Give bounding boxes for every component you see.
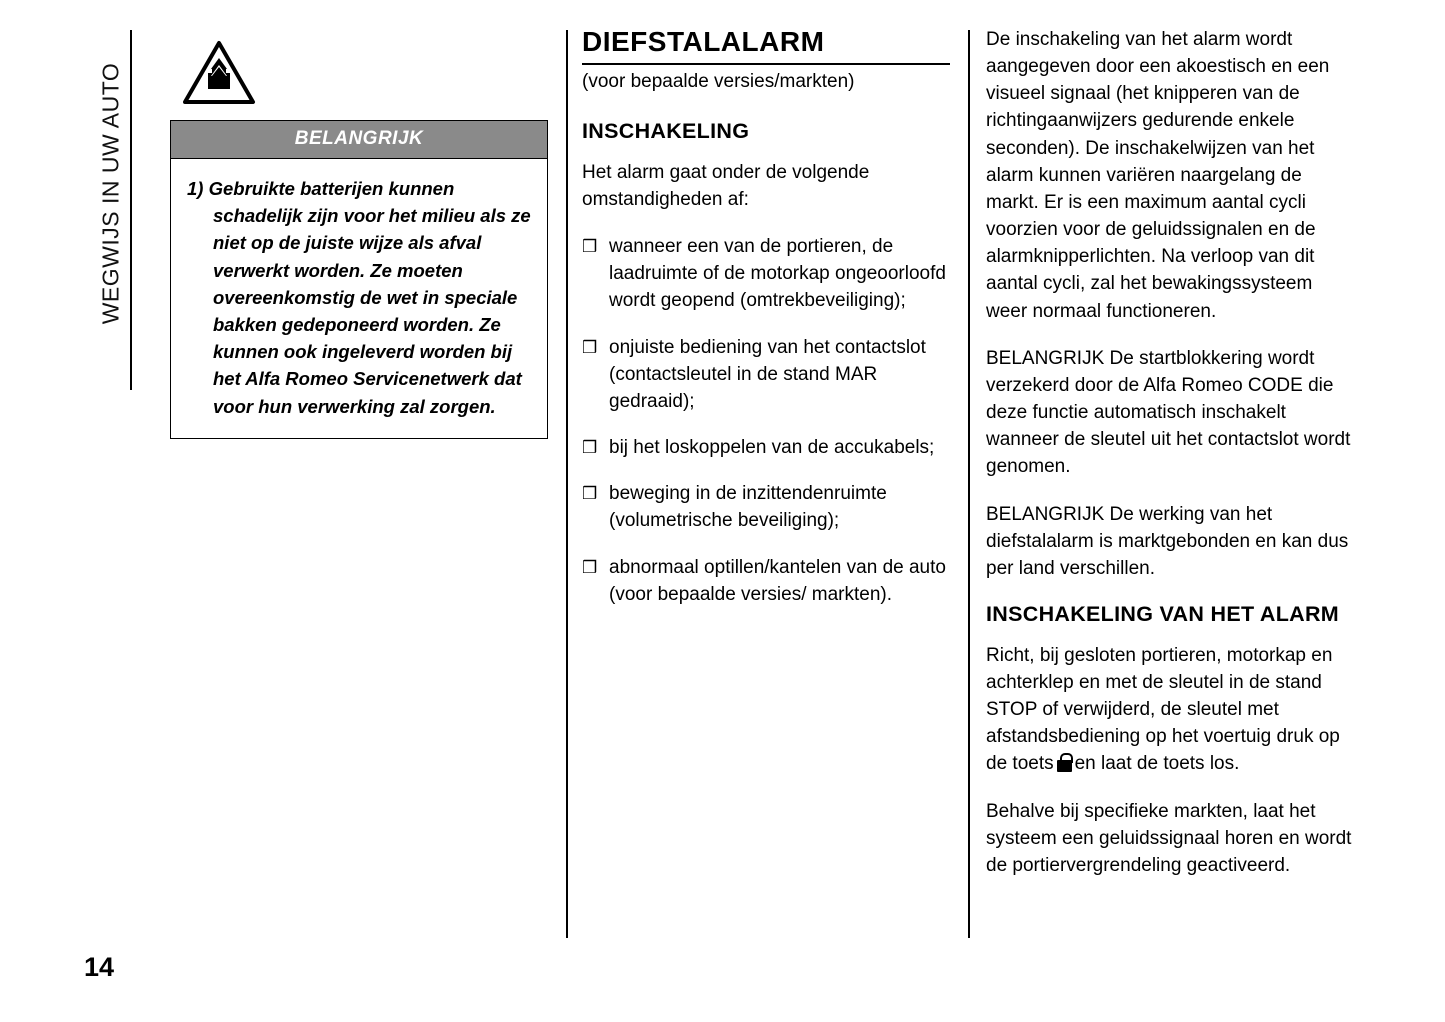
column-divider-2 <box>968 30 970 938</box>
page-number: 14 <box>84 952 115 982</box>
page-subtitle: (voor bepaalde versies/markten) <box>582 71 855 92</box>
paragraph-market-specific: Behalve bij specifieke markten, laat het systeem een geluidssignaal horen en wordt de portiervergrendeling geactiveerd. <box>986 800 1352 876</box>
warning-column <box>170 40 548 439</box>
paragraph-remote-instructions <box>986 642 1358 778</box>
list-item <box>582 434 950 461</box>
warning-box-body <box>170 158 548 439</box>
paragraph-important-market: BELANGRIJK De werking van het diefstalalarm is marktgebonden en kan dus per land verschillen. <box>986 503 1349 579</box>
paragraph-alarm-activation-signal: De inschakeling van het alarm wordt aangegeven door een akoestisch en een visueel signaal (het knipperen van de richtingaanwijzers gedurende enkele seconden). De inschakelwijzen van het alarm kunnen variëren naargelang de markt. Er is een maximum aantal cycli voorzien voor de geluidssignalen en de alarmknipperlichten. Na verloop van dit aantal cycli, zal het bewakingssysteem weer normaal functioneren. <box>986 29 1330 322</box>
bullet-marker-icon: ❒ <box>582 438 598 458</box>
list-item <box>582 554 950 608</box>
bullet-marker-icon: ❒ <box>582 237 598 257</box>
warning-triangle-battery-icon <box>182 40 256 106</box>
chapter-tab-rule <box>130 30 132 390</box>
paragraph-remote-instructions-after: en laat de toets los. <box>1074 753 1240 775</box>
bullet-marker-icon: ❒ <box>582 337 598 357</box>
section-heading-inschakeling-alarm: INSCHAKELING VAN HET ALARM <box>986 601 1339 626</box>
list-item <box>582 334 950 415</box>
paragraph-important-code: BELANGRIJK De startblokkering wordt verzekerd door de Alfa Romeo CODE die deze functie automatisch inschakelt wanneer de sleutel uit het contactslot wordt genomen. <box>986 347 1351 478</box>
chapter-tab-label: WEGWIJS IN UW AUTO <box>97 62 124 325</box>
column-divider-1 <box>566 30 568 938</box>
intro-paragraph: Het alarm gaat onder de volgende omstandigheden af: <box>582 161 870 210</box>
alarm-conditions-list <box>582 233 950 608</box>
warning-box-text: 1) Gebruikte batterijen kunnen schadelijk zijn voor het milieu als ze niet op de juiste wijze als afval verwerkt worden. Ze moeten overeenkomstig de wet in speciale bakken gedeponeerd worden. Ze kunnen ook ingeleverd worden bij het Alfa Romeo Servicenetwerk dat voor hun verwerking zal zorgen. <box>187 178 531 417</box>
paragraph-remote-instructions-before: Richt, bij gesloten portieren, motorkap en achterklep en met de sleutel in de stand STOP of verwijderd, de sleutel met afstandsbediening op het voertuig druk op de toets <box>986 644 1340 775</box>
bullet-marker-icon: ❒ <box>582 557 598 577</box>
content-column-2 <box>582 26 950 627</box>
page-title: DIEFSTALALARM <box>582 26 950 65</box>
chapter-tab <box>86 30 132 390</box>
list-item-text: onjuiste bediening van het contactslot (contactsleutel in de stand MAR gedraaid); <box>609 336 926 412</box>
warning-box-header: BELANGRIJK <box>170 120 548 158</box>
section-heading-inschakeling: INSCHAKELING <box>582 119 750 143</box>
list-item <box>582 233 950 314</box>
bullet-marker-icon: ❒ <box>582 484 598 504</box>
lock-button-icon <box>1057 753 1072 772</box>
list-item <box>582 480 950 534</box>
list-item-text: abnormaal optillen/kantelen van de auto (voor bepaalde versies/ markten). <box>609 556 946 605</box>
list-item-text: beweging in de inzittendenruimte (volumetrische beveiliging); <box>609 483 887 532</box>
list-item-text: wanneer een van de portieren, de laadruimte of de motorkap ongeoorloofd wordt geopend (omtrekbeveiliging); <box>609 236 946 312</box>
list-item-text: bij het loskoppelen van de accukabels; <box>609 437 935 459</box>
content-column-3 <box>986 26 1358 899</box>
